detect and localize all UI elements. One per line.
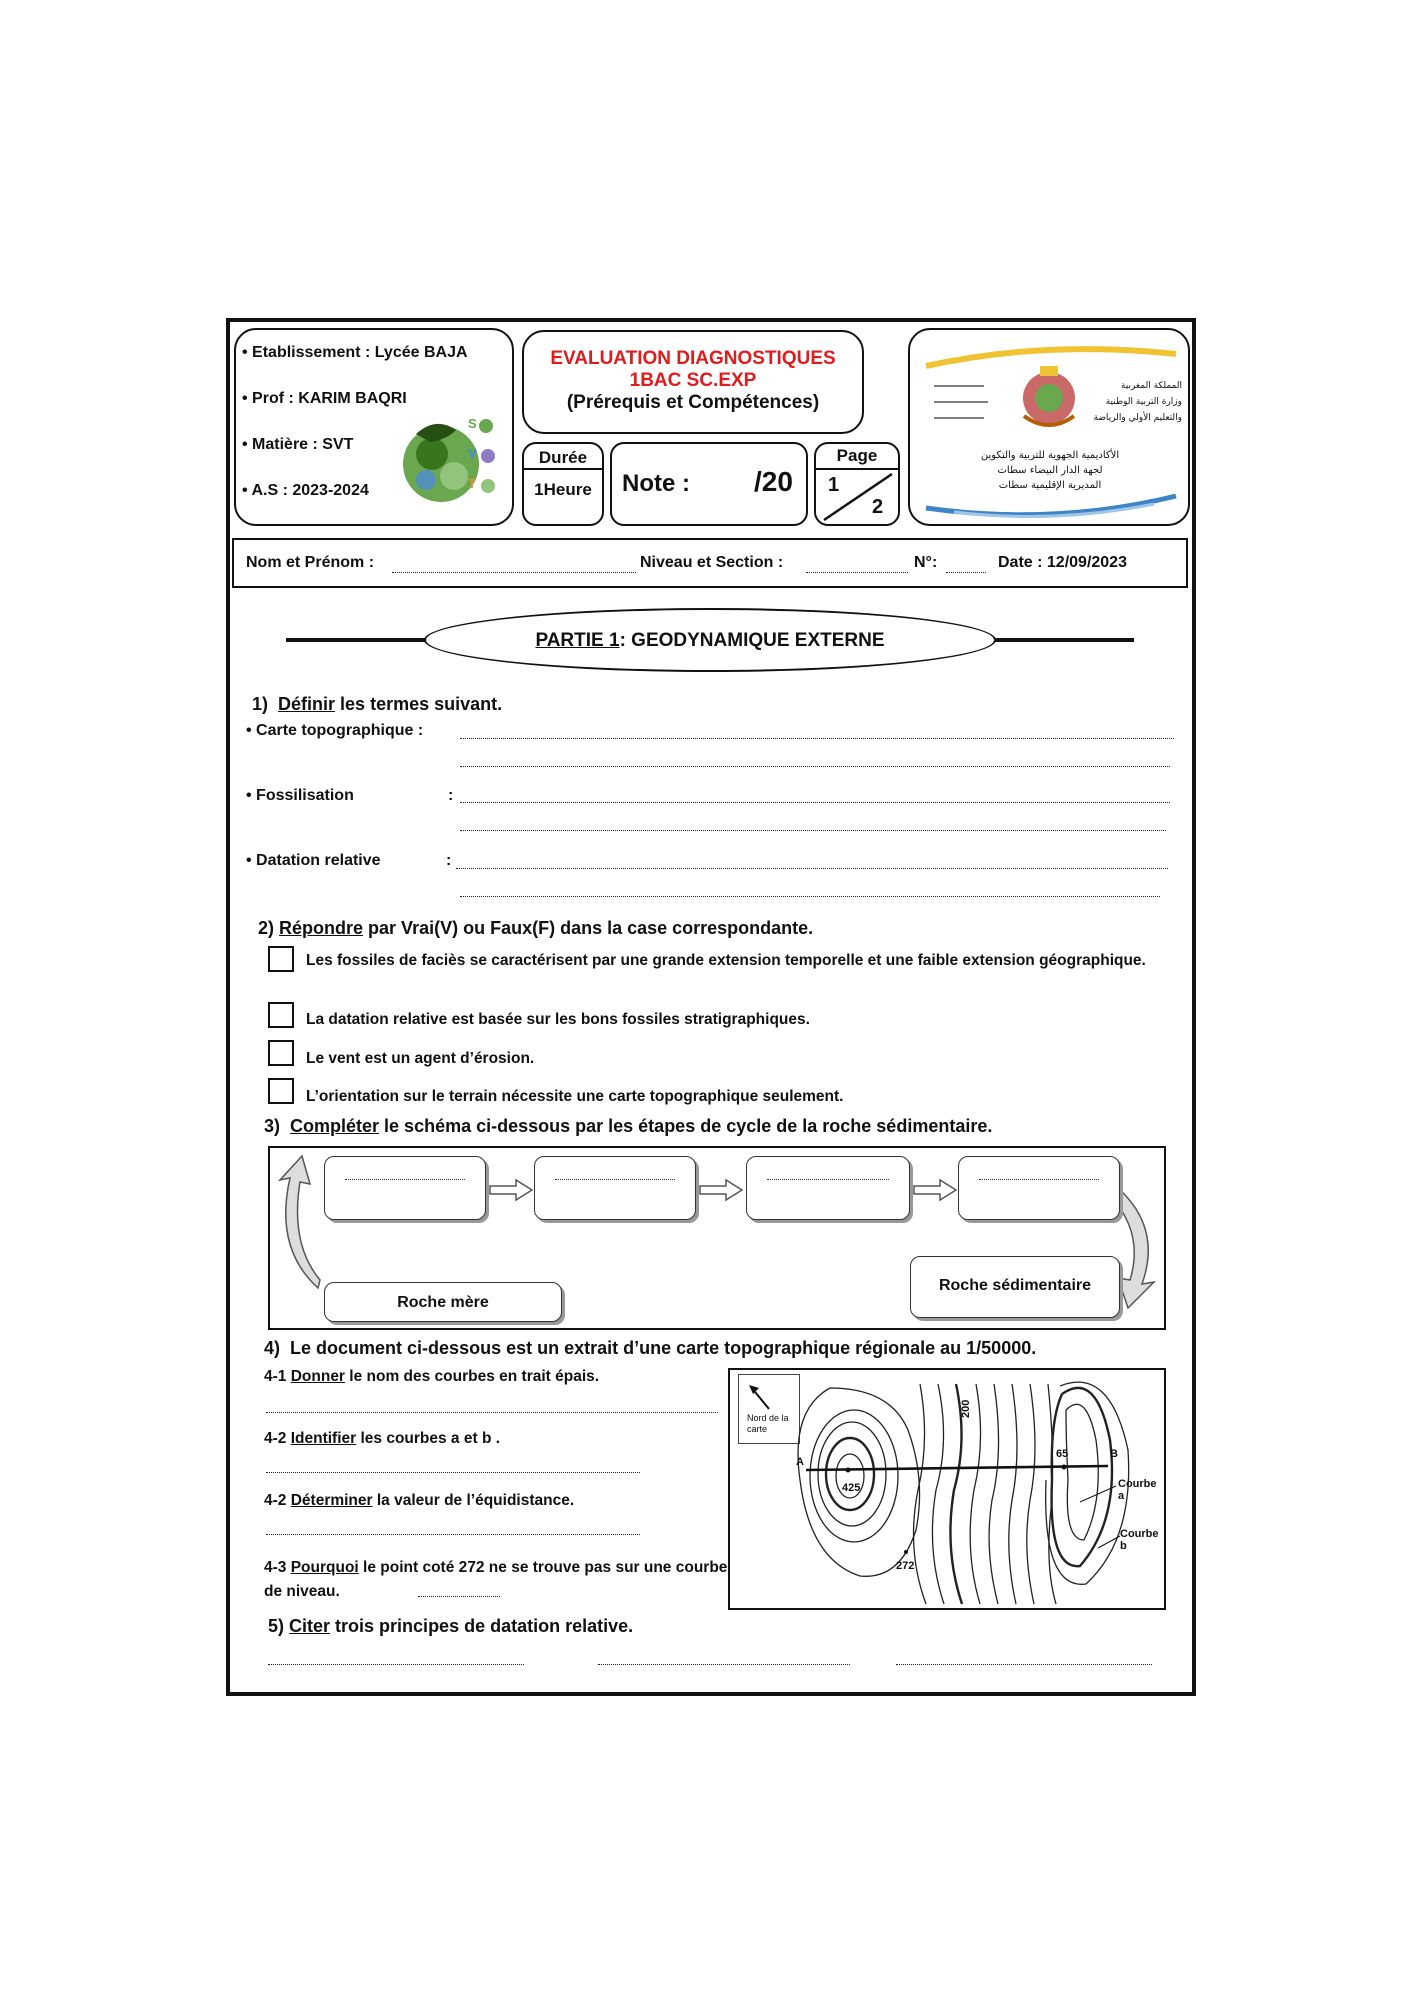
topographic-map (728, 1368, 1166, 1610)
title-line3: (Prérequis et Compétences) (566, 392, 820, 413)
nom-field[interactable] (392, 572, 636, 573)
q3-num: 3) (264, 1116, 281, 1136)
partie-line-right (994, 638, 1134, 642)
q4-sub2-answer[interactable] (266, 1472, 640, 1473)
q5-verb: Citer (289, 1616, 331, 1636)
page-label: Page (836, 446, 878, 465)
date-text: Date : 12/09/2023 (998, 554, 1127, 571)
q1-term-fossilisation: • Fossilisation (246, 787, 354, 804)
north-label: Nord de la carte (747, 1413, 789, 1434)
note-value: /20 (754, 466, 793, 497)
q4-sub3-rest: la valeur de l’équidistance. (372, 1492, 575, 1509)
q4-sub3-verb: Déterminer (290, 1492, 373, 1509)
q4-sub1-num: 4-1 (264, 1368, 287, 1385)
partie-banner (424, 608, 996, 672)
svt-letter-v: V (468, 446, 477, 461)
q1-colon-fossilisation: : (448, 787, 454, 804)
cycle-stage-1-dots (345, 1179, 465, 1180)
q4-sub1-rest: le nom des courbes en trait épais. (344, 1368, 600, 1385)
q2-checkbox-4[interactable] (268, 1078, 294, 1104)
q2-checkbox-1[interactable] (268, 946, 294, 972)
academy-ar-line2: لجهة الدار البيضاء سطات (997, 465, 1103, 476)
cycle-stage-box-3[interactable] (746, 1156, 910, 1220)
title-line2: 1BAC SC.EXP (629, 370, 757, 391)
q1-term-fossilisation-label: Fossilisation (256, 787, 354, 804)
q2-checkbox-3[interactable] (268, 1040, 294, 1066)
cycle-stage-box-4[interactable] (958, 1156, 1120, 1220)
q2-checkbox-2[interactable] (268, 1002, 294, 1028)
duree-divider (524, 468, 602, 470)
niveau-field[interactable] (806, 572, 908, 573)
roche-mere-label: Roche mère (397, 1294, 489, 1311)
q5-answer-3[interactable] (896, 1664, 1152, 1665)
duree-box (522, 442, 604, 526)
q4-sub3-answer[interactable] (266, 1534, 640, 1535)
roche-sedimentaire-label: Roche sédimentaire (938, 1277, 1092, 1294)
page-total: 2 (872, 496, 884, 518)
svt-letter-s: S (468, 416, 477, 431)
map-label-courbe-a: Courbe a (1118, 1478, 1157, 1502)
q4-sub1-verb: Donner (290, 1368, 345, 1385)
note-box (610, 442, 808, 526)
title-line1: EVALUATION DIAGNOSTIQUES (550, 348, 836, 369)
q2-statement-3: Le vent est un agent d’érosion. (306, 1050, 535, 1067)
duree-value: 1Heure (534, 480, 592, 499)
roche-mere-box (324, 1282, 562, 1322)
q2-statement-1: Les fossiles de faciès se caractérisent par une grande extension temporelle et une faible extension géographique. (306, 952, 1146, 969)
q2-num: 2) (258, 918, 275, 938)
q1-term-datation-label: Datation relative (256, 852, 381, 869)
q1-answer-datation-line2[interactable] (460, 896, 1160, 897)
map-label-courbe-b: Courbe b (1120, 1528, 1159, 1552)
ministry-logo (914, 336, 1184, 522)
svt-globe-illustration (396, 406, 506, 516)
q4-sub4-num: 4-3 (264, 1559, 287, 1576)
note-label: Note : (622, 470, 690, 497)
academy-ar-line1: الأكاديمية الجهوية للتربية والتكوين (980, 450, 1120, 461)
nom-label: Nom et Prénom : (246, 554, 375, 571)
q4-sub1-answer[interactable] (266, 1412, 718, 1413)
q4-sub2-verb: Identifier (290, 1430, 357, 1447)
q3-rest: le schéma ci-dessous par les étapes de cycle de la roche sédimentaire. (379, 1116, 993, 1136)
q1-term-carte-label: Carte topographique : (256, 722, 424, 739)
partie-title (426, 630, 994, 652)
q5-answer-2[interactable] (598, 1664, 850, 1665)
q5-num: 5) (268, 1616, 285, 1636)
q4-sub4-verb: Pourquoi (290, 1559, 359, 1576)
page-num: 1 (828, 474, 840, 496)
q5-answer-1[interactable] (268, 1664, 524, 1665)
ministry-logo-box (908, 328, 1190, 526)
q4-sub3 (264, 1492, 574, 1510)
q2-verb: Répondre (279, 918, 364, 938)
cycle-stage-2-dots (555, 1179, 675, 1180)
q2-statement-2: La datation relative est basée sur les bons fossiles stratigraphiques. (306, 1011, 810, 1028)
map-label-425: 425 (842, 1482, 861, 1494)
q4-heading (264, 1338, 1036, 1359)
q1-verb: Définir (278, 694, 336, 714)
annee-text: • A.S : 2023-2024 (242, 482, 369, 499)
q3-heading (264, 1116, 992, 1137)
title-box (522, 330, 864, 434)
prof-text: • Prof : KARIM BAQRI (242, 390, 407, 407)
map-label-272: 272 (896, 1560, 915, 1572)
map-label-b-point: B (1110, 1448, 1118, 1460)
matiere-text: • Matière : SVT (242, 436, 354, 453)
q1-heading (252, 694, 502, 715)
cycle-stage-box-2[interactable] (534, 1156, 696, 1220)
q3-verb: Compléter (290, 1116, 380, 1136)
contour-lines (730, 1370, 1164, 1608)
ministry-ar-line3: والتعليم الأولي والرياضة (1093, 413, 1182, 423)
q4-sub2 (264, 1430, 500, 1448)
cycle-stage-3-dots (767, 1179, 889, 1180)
q1-answer-carte-line2[interactable] (460, 766, 1170, 767)
niveau-label: Niveau et Section : (640, 554, 784, 571)
ministry-ar-line1: المملكة المغربية (1120, 381, 1182, 391)
svt-letter-t: T (468, 476, 476, 491)
academy-ar-line3: المديرية الإقليمية سطات (998, 480, 1102, 491)
q1-rest: les termes suivant. (335, 694, 503, 714)
ministry-arabic-text (1086, 378, 1182, 426)
q4-text: Le document ci-dessous est un extrait d’une carte topographique régionale au 1/50000. (290, 1338, 1037, 1358)
q4-sub3-num: 4-2 (264, 1492, 287, 1509)
partie-line-left (286, 638, 426, 642)
school-info-box (234, 328, 514, 526)
q4-num: 4) (264, 1338, 281, 1358)
q2-rest: par Vrai(V) ou Faux(F) dans la case correspondante. (363, 918, 814, 938)
partie-rest: : GEODYNAMIQUE EXTERNE (619, 630, 885, 651)
q1-answer-fossilisation-line1[interactable] (460, 802, 1170, 803)
q5-rest: trois principes de datation relative. (330, 1616, 634, 1636)
student-info-box (232, 538, 1188, 588)
q1-answer-datation-line1[interactable] (456, 868, 1168, 869)
q5-heading (268, 1616, 633, 1637)
q2-heading (258, 918, 813, 939)
q1-answer-fossilisation-line2[interactable] (460, 830, 1166, 831)
page-box (814, 442, 900, 526)
q4-sub1 (264, 1368, 599, 1386)
academy-arabic-text (930, 448, 1170, 493)
q4-sub2-num: 4-2 (264, 1430, 287, 1447)
roche-sedimentaire-box (910, 1256, 1120, 1318)
duree-label: Durée (538, 448, 588, 467)
ministry-ar-line2: وزارة التربية الوطنية (1105, 397, 1182, 407)
map-label-200: 200 (960, 1399, 972, 1418)
cycle-stage-4-dots (979, 1179, 1099, 1180)
q1-num: 1) (252, 694, 269, 714)
q2-statement-4: L’orientation sur le terrain nécessite une carte topographique seulement. (306, 1088, 844, 1105)
numero-label: N°: (914, 554, 938, 571)
cycle-stage-box-1[interactable] (324, 1156, 486, 1220)
q4-sub4-answer[interactable] (418, 1596, 500, 1597)
q1-term-datation: • Datation relative (246, 852, 381, 869)
q1-term-carte: • Carte topographique : (246, 722, 424, 739)
partie-label: PARTIE 1 (535, 630, 620, 651)
numero-field[interactable] (946, 572, 986, 573)
q1-colon-datation: : (446, 852, 452, 869)
map-label-65: 65 (1056, 1448, 1069, 1460)
map-label-a-point: A (796, 1456, 804, 1468)
q4-sub4-rest: le point coté 272 ne se trouve pas sur une courbe de niveau. (264, 1559, 728, 1600)
q1-answer-carte-line1[interactable] (460, 738, 1174, 739)
cycle-diagram (268, 1146, 1166, 1330)
etablissement-text: • Etablissement : Lycée BAJA (242, 344, 468, 361)
q4-sub2-rest: les courbes a et b . (356, 1430, 501, 1447)
